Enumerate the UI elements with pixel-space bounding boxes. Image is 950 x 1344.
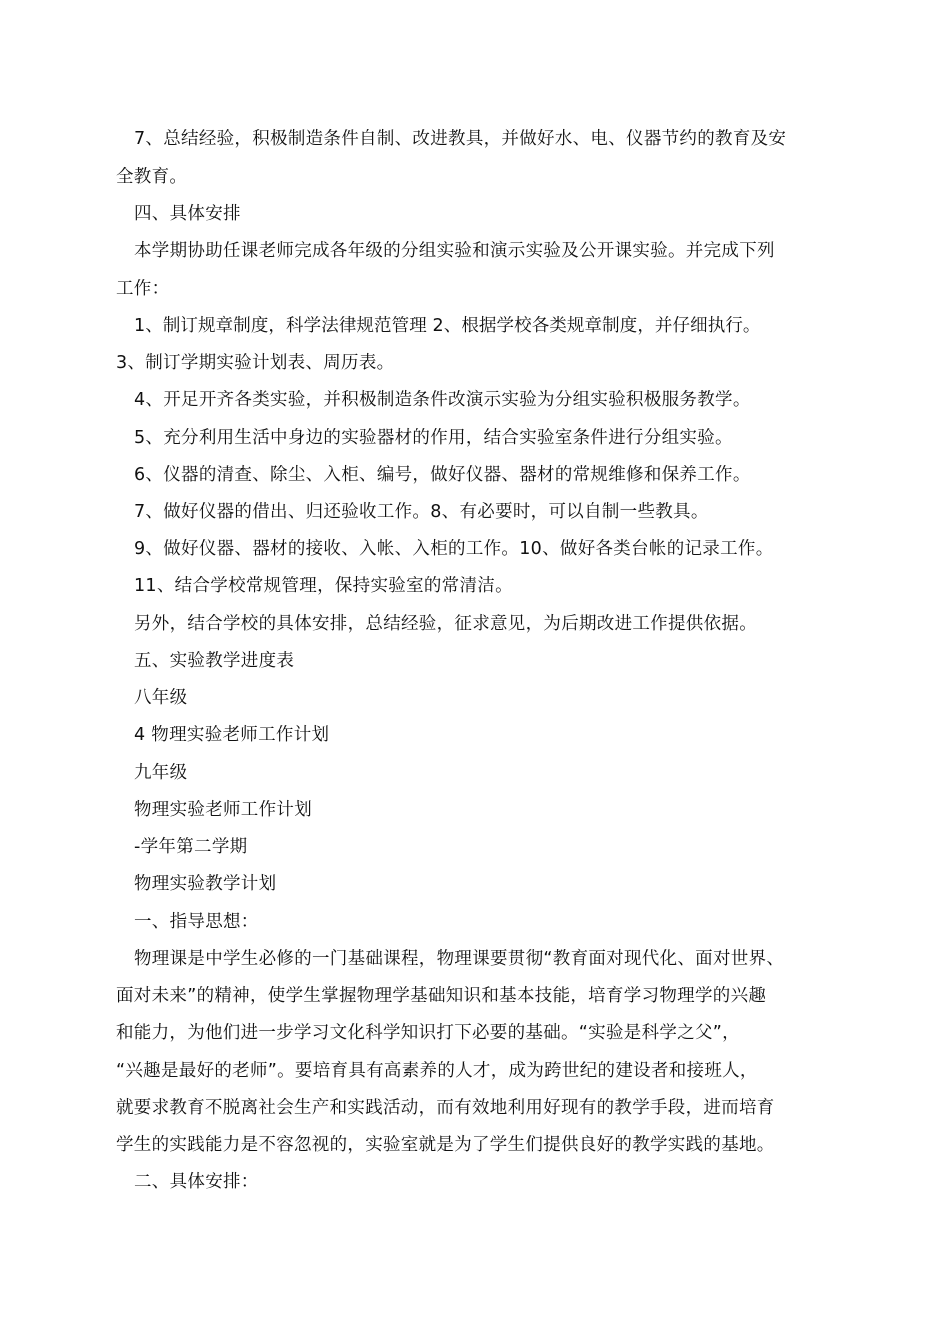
text-line: 面对未来”的精神，使学生掌握物理学基础知识和基本技能，培育学习物理学的兴趣 (116, 986, 767, 1006)
text-line: 7、总结经验，积极制造条件自制、改进教具，并做好水、电、仪器节约的教育及安 (134, 129, 787, 149)
list-item: 3、制订学期实验计划表、周历表。 (116, 353, 395, 373)
text-line: 和能力，为他们进一步学习文化科学知识打下必要的基础。“实验是科学之父”， (116, 1023, 740, 1043)
section-heading: 四、具体安排 (134, 204, 241, 224)
text-line: 全教育。 (116, 167, 188, 187)
text-line: 学生的实践能力是不容忽视的，实验室就是为了学生们提供良好的教学实践的基地。 (116, 1135, 775, 1155)
text-line: 物理实验老师工作计划 (134, 800, 312, 820)
text-line: 九年级 (134, 763, 188, 783)
text-line: 物理实验教学计划 (134, 874, 277, 894)
list-item: 7、做好仪器的借出、归还验收工作。8、有必要时，可以自制一些教具。 (134, 502, 709, 522)
text-line: -学年第二学期 (134, 837, 248, 857)
text-line: 工作： (116, 279, 170, 299)
text-line: 本学期协助任课老师完成各年级的分组实验和演示实验及公开课实验。并完成下列 (134, 241, 775, 261)
list-item: 11、结合学校常规管理，保持实验室的常清洁。 (134, 576, 513, 596)
list-item: 6、仪器的清查、除尘、入柜、编号，做好仪器、器材的常规维修和保养工作。 (134, 465, 751, 485)
text-line: 物理课是中学生必修的一门基础课程，物理课要贯彻“教育面对现代化、面对世界、 (134, 949, 785, 969)
section-heading: 一、指导思想： (134, 912, 259, 932)
list-item: 4、开足开齐各类实验，并积极制造条件改演示实验为分组实验积极服务教学。 (134, 390, 751, 410)
section-heading: 五、实验教学进度表 (134, 651, 295, 671)
list-item: 9、做好仪器、器材的接收、入帐、入柜的工作。10、做好各类台帐的记录工作。 (134, 539, 774, 559)
list-item: 1、制订规章制度，科学法律规范管理 2、根据学校各类规章制度，并仔细执行。 (134, 316, 761, 336)
text-line: 另外，结合学校的具体安排，总结经验，征求意见，为后期改进工作提供依据。 (134, 614, 757, 634)
list-item: 5、充分利用生活中身边的实验器材的作用，结合实验室条件进行分组实验。 (134, 428, 733, 448)
text-line: 就要求教育不脱离社会生产和实践活动，而有效地利用好现有的教学手段，进而培育 (116, 1098, 775, 1118)
text-line: 4 物理实验老师工作计划 (134, 725, 330, 745)
section-heading: 二、具体安排： (134, 1172, 259, 1192)
text-line: “兴趣是最好的老师”。要培育具有高素养的人才，成为跨世纪的建设者和接班人， (116, 1061, 758, 1081)
text-line: 八年级 (134, 688, 188, 708)
